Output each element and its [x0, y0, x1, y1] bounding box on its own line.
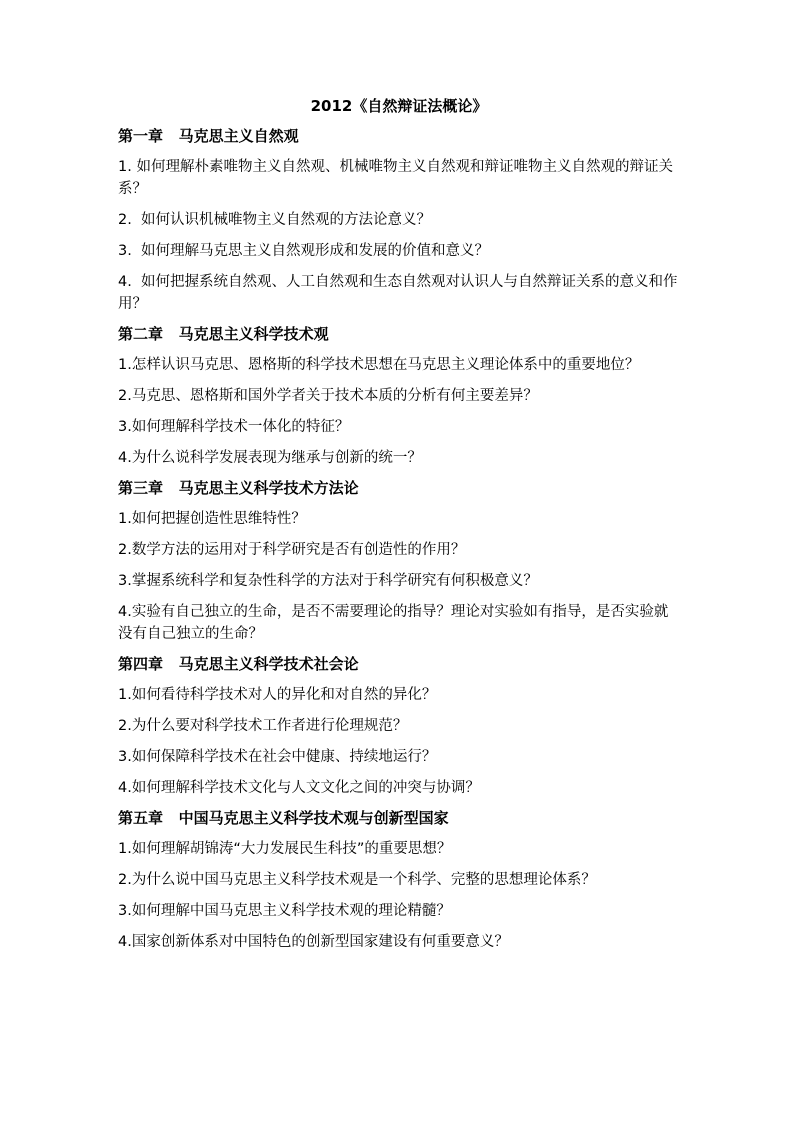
question-item: 2. 如何认识机械唯物主义自然观的方法论意义？ — [118, 212, 432, 228]
chapter-5 — [118, 808, 680, 953]
chapter-heading: 第二章 马克思主义科学技术观 — [118, 325, 329, 343]
question-item: 4.实验有自己独立的生命，是否不需要理论的指导？理论对实验如有指导，是否实验就没有自己独立的生命？ — [118, 604, 669, 642]
chapter-heading: 第四章 马克思主义科学技术社会论 — [118, 655, 359, 673]
question-item: 4.为什么说科学发展表现为继承与创新的统一？ — [118, 450, 422, 466]
question-item: 3.如何理解科学技术一体化的特征？ — [118, 419, 350, 435]
chapter-heading: 第一章 马克思主义自然观 — [118, 127, 299, 145]
question-item: 1. 如何理解朴素唯物主义自然观、机械唯物主义自然观和辩证唯物主义自然观的辩证关系？ — [118, 159, 673, 197]
question-item: 1.如何看待科学技术对人的异化和对自然的异化？ — [118, 687, 437, 703]
question-item: 3.如何保障科学技术在社会中健康、持续地运行？ — [118, 749, 437, 765]
question-item: 4.国家创新体系对中国特色的创新型国家建设有何重要意义？ — [118, 934, 509, 950]
chapter-4 — [118, 654, 680, 799]
document-body — [118, 96, 680, 962]
question-item: 3.掌握系统科学和复杂性科学的方法对于科学研究有何积极意义？ — [118, 573, 538, 589]
question-item: 2.马克思、恩格斯和国外学者关于技术本质的分析有何主要差异？ — [118, 388, 538, 404]
chapter-heading: 第三章 马克思主义科学技术方法论 — [118, 479, 359, 497]
question-item: 1.怎样认识马克思、恩格斯的科学技术思想在马克思主义理论体系中的重要地位？ — [118, 357, 640, 373]
question-item: 2.数学方法的运用对于科学研究是否有创造性的作用？ — [118, 542, 466, 558]
chapter-3 — [118, 478, 680, 645]
document-title: 2012《自然辩证法概论》 — [310, 97, 488, 115]
question-item: 4.如何理解科学技术文化与人文文化之间的冲突与协调？ — [118, 780, 480, 796]
question-item: 4. 如何把握系统自然观、人工自然观和生态自然观对认识人与自然辩证关系的意义和作用？ — [118, 274, 678, 312]
question-item: 1.如何理解胡锦涛“大力发展民生科技”的重要思想？ — [118, 841, 452, 857]
chapter-1 — [118, 126, 680, 315]
question-item: 1.如何把握创造性思维特性？ — [118, 511, 306, 527]
chapter-2 — [118, 324, 680, 469]
chapter-heading: 第五章 中国马克思主义科学技术观与创新型国家 — [118, 809, 449, 827]
question-item: 3.如何理解中国马克思主义科学技术观的理论精髓？ — [118, 903, 451, 919]
question-item: 2.为什么要对科学技术工作者进行伦理规范？ — [118, 718, 408, 734]
question-item: 3. 如何理解马克思主义自然观形成和发展的价值和意义？ — [118, 243, 490, 259]
question-item: 2.为什么说中国马克思主义科学技术观是一个科学、完整的思想理论体系？ — [118, 872, 596, 888]
